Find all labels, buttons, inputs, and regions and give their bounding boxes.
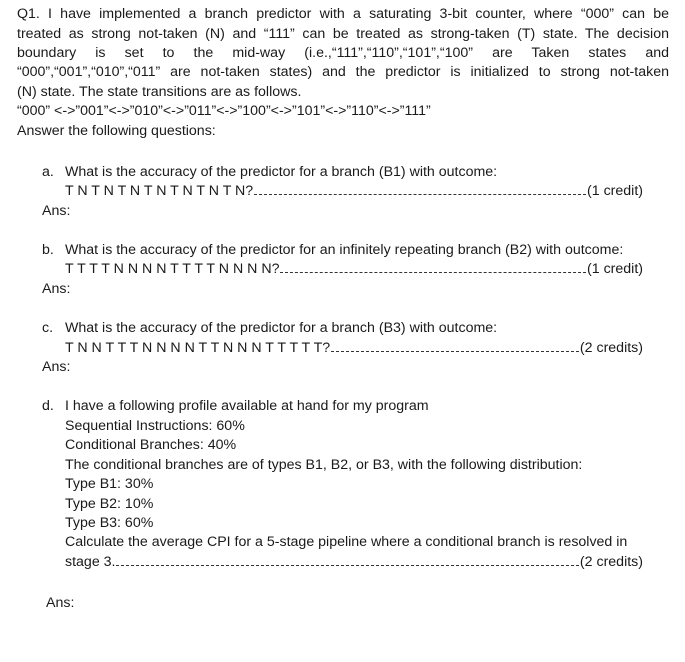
part-c-dash-leader	[331, 351, 579, 352]
q1-intro-line-5: (N) state. The state transitions are as follows.	[17, 84, 302, 100]
part-c-question: What is the accuracy of the predictor for a branch (B3) with outcome:	[65, 320, 498, 336]
part-a-dash-leader	[254, 194, 586, 195]
part-c-outcome: T N N T T T N N N N T T N N N T T T T T?	[65, 340, 331, 356]
part-b-outcome: T T T T N N N N T T T T N N N N?	[65, 261, 280, 277]
q1-intro-line-3: boundary is set to the mid-way (i.e.,“111”,“110”,“101”,“100” are Taken states and	[17, 45, 669, 61]
part-d-marker: d.	[42, 398, 54, 414]
part-a-outcome-row	[65, 182, 643, 200]
part-a-answer-label: Ans:	[42, 203, 71, 219]
part-d-dash-leader	[116, 565, 578, 566]
part-b-question: What is the accuracy of the predictor for an infinitely repeating branch (B2) with outcome:	[65, 242, 624, 258]
part-d-line-2: Sequential Instructions: 60%	[65, 418, 245, 434]
part-c-outcome-row	[65, 339, 643, 357]
q1-intro-line-4: “000”,“001”,“010”,“011” are not-taken states) and the predictor is initialized to strong not-taken	[17, 64, 669, 80]
part-d-line-6: Type B2: 10%	[65, 496, 154, 512]
part-d-line-3: Conditional Branches: 40%	[65, 437, 237, 453]
part-a-outcome: T N T N T N T N T N T N T N?	[65, 183, 254, 199]
part-b-marker: b.	[42, 242, 54, 258]
part-b-credit: (1 credit)	[587, 261, 643, 277]
part-d-line-8: Calculate the average CPI for a 5-stage pipeline where a conditional branch is resolved in	[65, 534, 628, 550]
part-c-marker: c.	[42, 320, 54, 336]
q1-transitions: “000” <->”001”<->”010”<->”011”<->”100”<->”101”<->”110”<->”111”	[17, 103, 431, 119]
part-d-line-4: The conditional branches are of types B1, B2, or B3, with the following distribution:	[65, 457, 583, 473]
part-a-credit: (1 credit)	[587, 183, 643, 199]
part-d-answer-label: Ans:	[46, 595, 75, 611]
part-c-credit: (2 credits)	[579, 340, 643, 356]
part-c-answer-label: Ans:	[42, 359, 71, 375]
part-b-answer-label: Ans:	[42, 281, 71, 297]
part-a-marker: a.	[42, 164, 54, 180]
part-b-dash-leader	[280, 272, 586, 273]
part-d-line-5: Type B1: 30%	[65, 476, 154, 492]
q1-intro-line-2: treated as strong not-taken (N) and “111” can be treated as strong-taken (T) state. The decision	[17, 26, 669, 42]
part-d-line-7: Type B3: 60%	[65, 515, 154, 531]
part-d-credit: (2 credits)	[579, 554, 643, 570]
q1-intro-line-1: Q1. I have implemented a branch predictor with a saturating 3-bit counter, where “000” can be	[17, 6, 669, 22]
part-d-last-row	[65, 553, 643, 571]
part-a-question: What is the accuracy of the predictor for a branch (B1) with outcome:	[65, 164, 498, 180]
part-d-line-1: I have a following profile available at hand for my program	[65, 398, 429, 414]
part-d-last-line: stage 3.	[65, 554, 116, 570]
part-b-outcome-row	[65, 260, 643, 278]
q1-instruction: Answer the following questions:	[17, 123, 216, 139]
